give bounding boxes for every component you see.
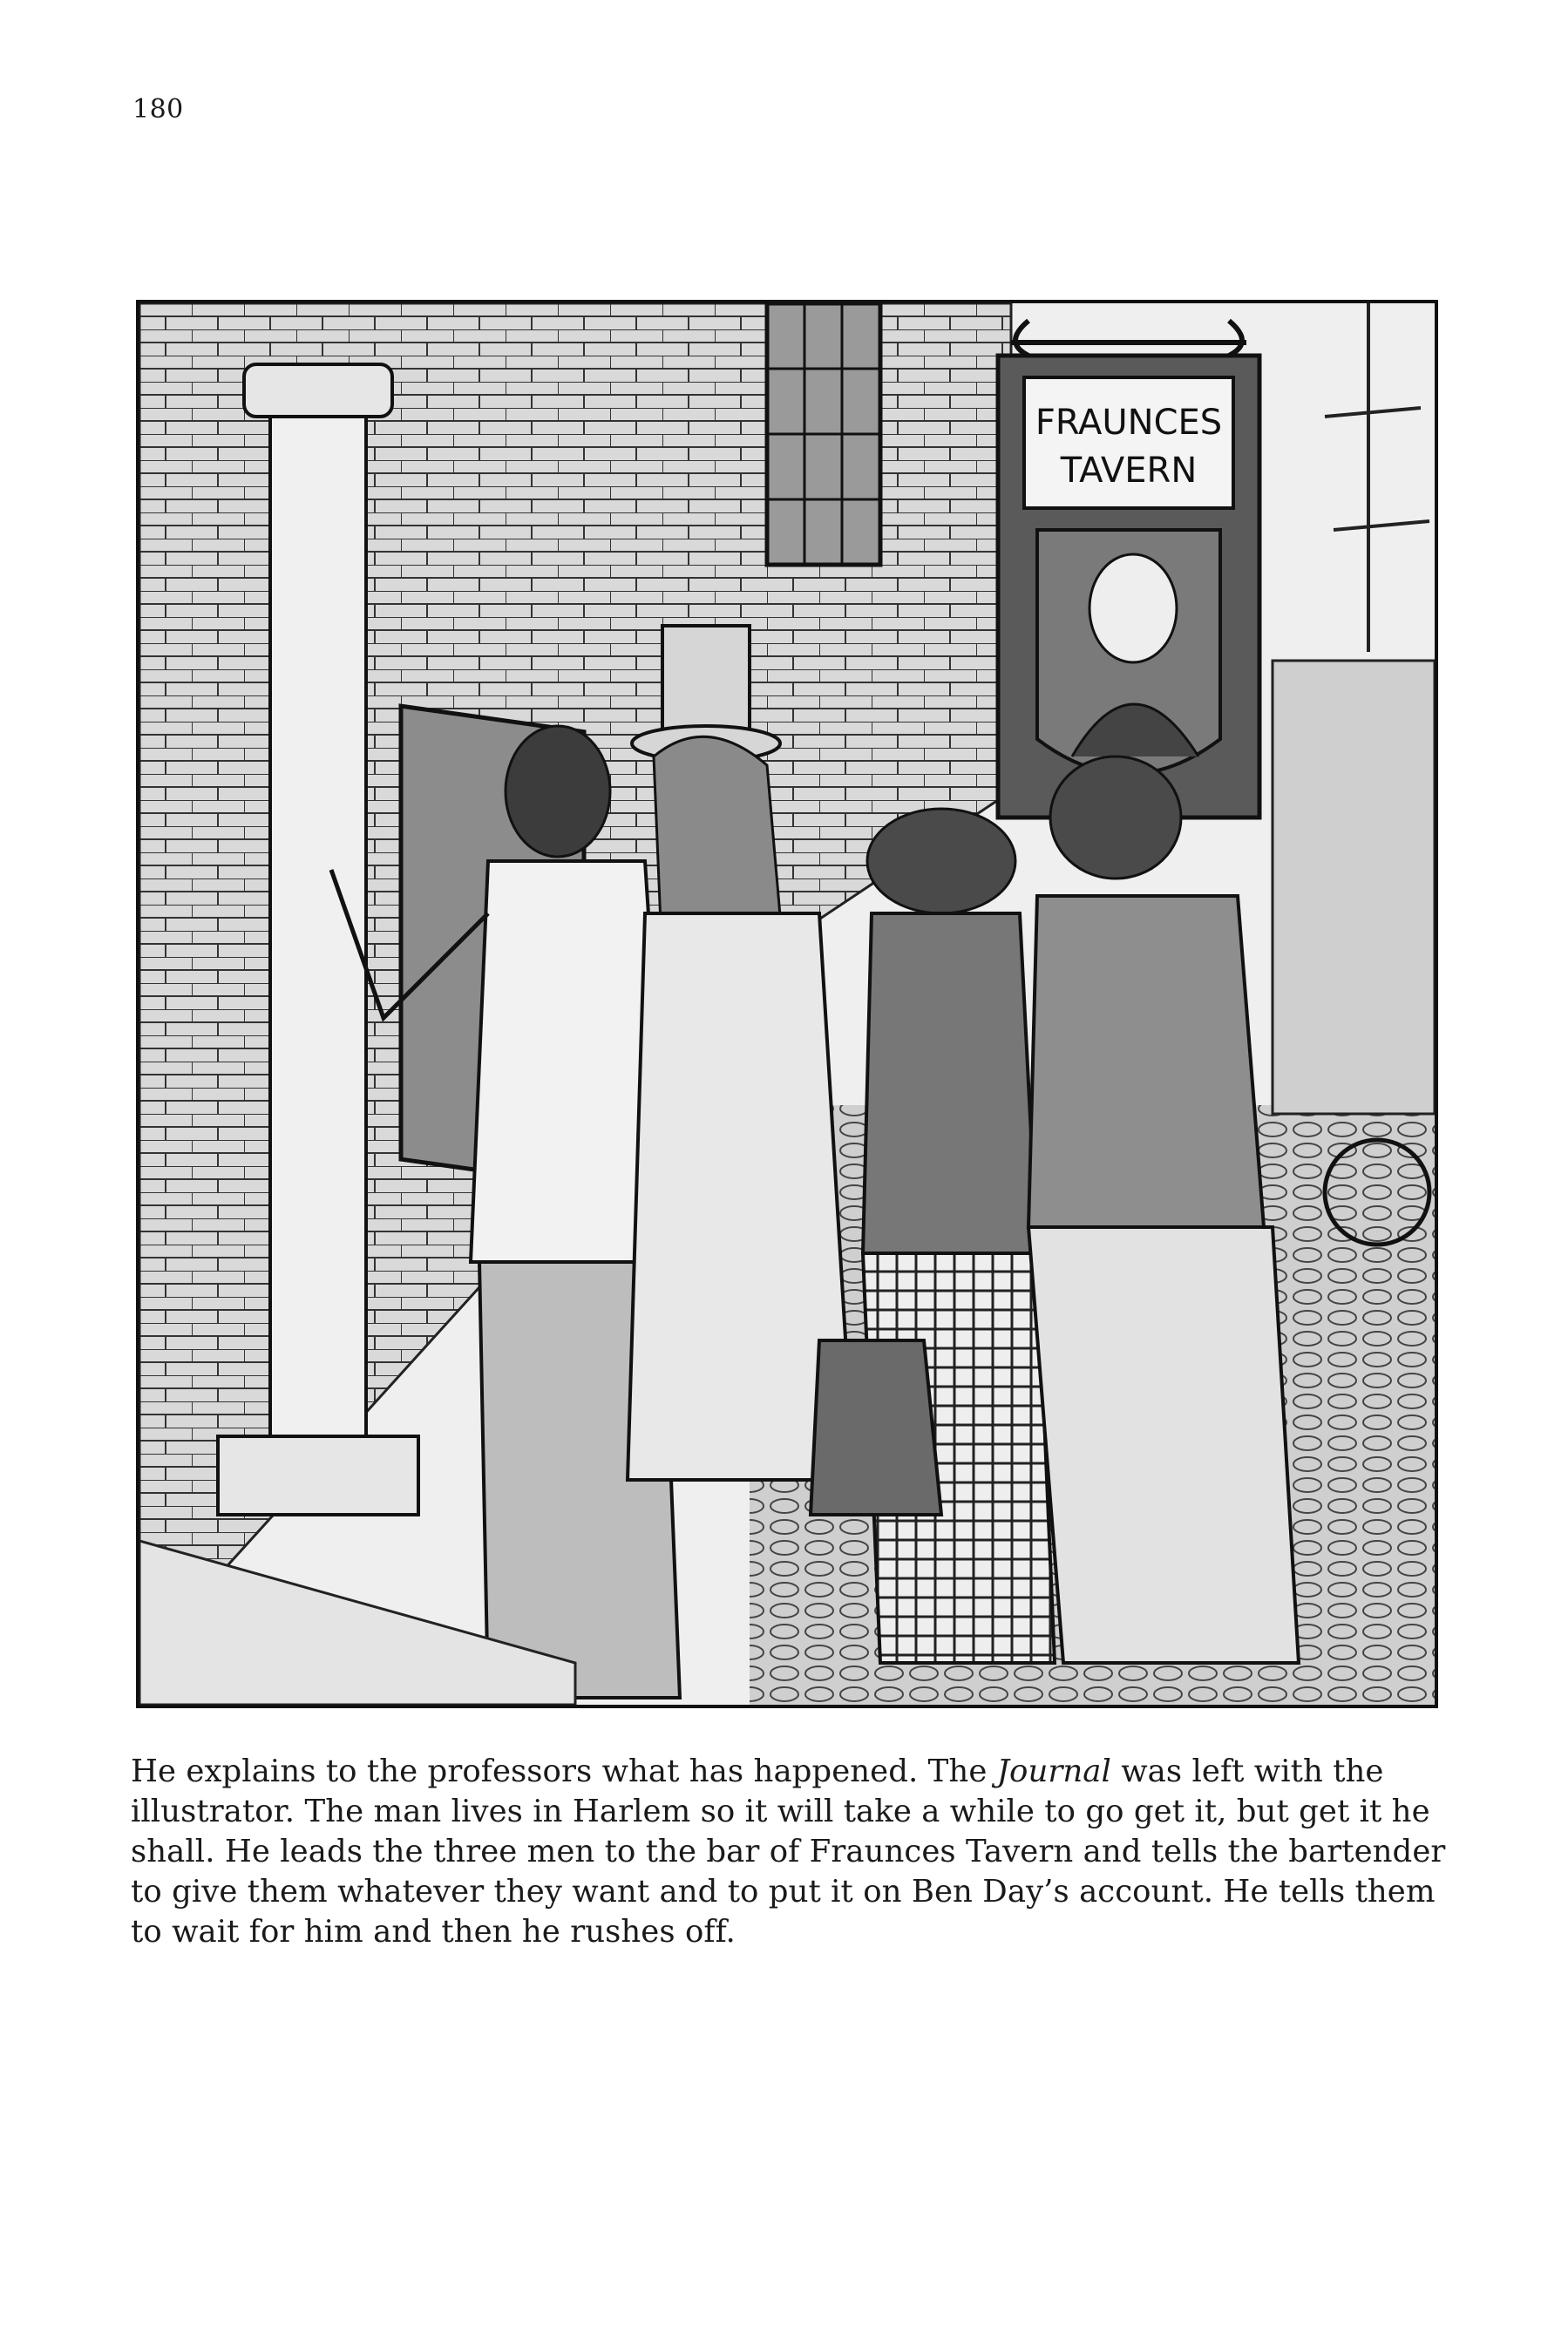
carpet-bag — [811, 1340, 941, 1515]
sign-line-2: TAVERN — [1060, 451, 1198, 491]
sign-portrait-head — [1089, 554, 1177, 662]
page-number: 180 — [132, 94, 184, 125]
caption-paragraph — [131, 1752, 1456, 1952]
caption-text-2: was left with the illustrator. The man lives in Harlem so it will take a while to go get it, but get it he shall. He leads the three men to the bar of Fraunces Tavern and tells the bartender to give them whatever they want and to put it on Ben Day’s account. He tells them to wait for him and then he rushes off. — [131, 1754, 1446, 1950]
column-base — [218, 1436, 418, 1515]
sign-line-1: FRAUNCES — [1035, 403, 1223, 443]
tavern-sign — [998, 356, 1259, 818]
caption-journal-title: Journal — [996, 1754, 1111, 1789]
caption-text-1: He explains to the professors what has happened. The — [131, 1754, 997, 1789]
distant-building — [1273, 661, 1435, 1114]
column-capital — [244, 364, 392, 417]
tavern-illustration — [136, 300, 1438, 1708]
